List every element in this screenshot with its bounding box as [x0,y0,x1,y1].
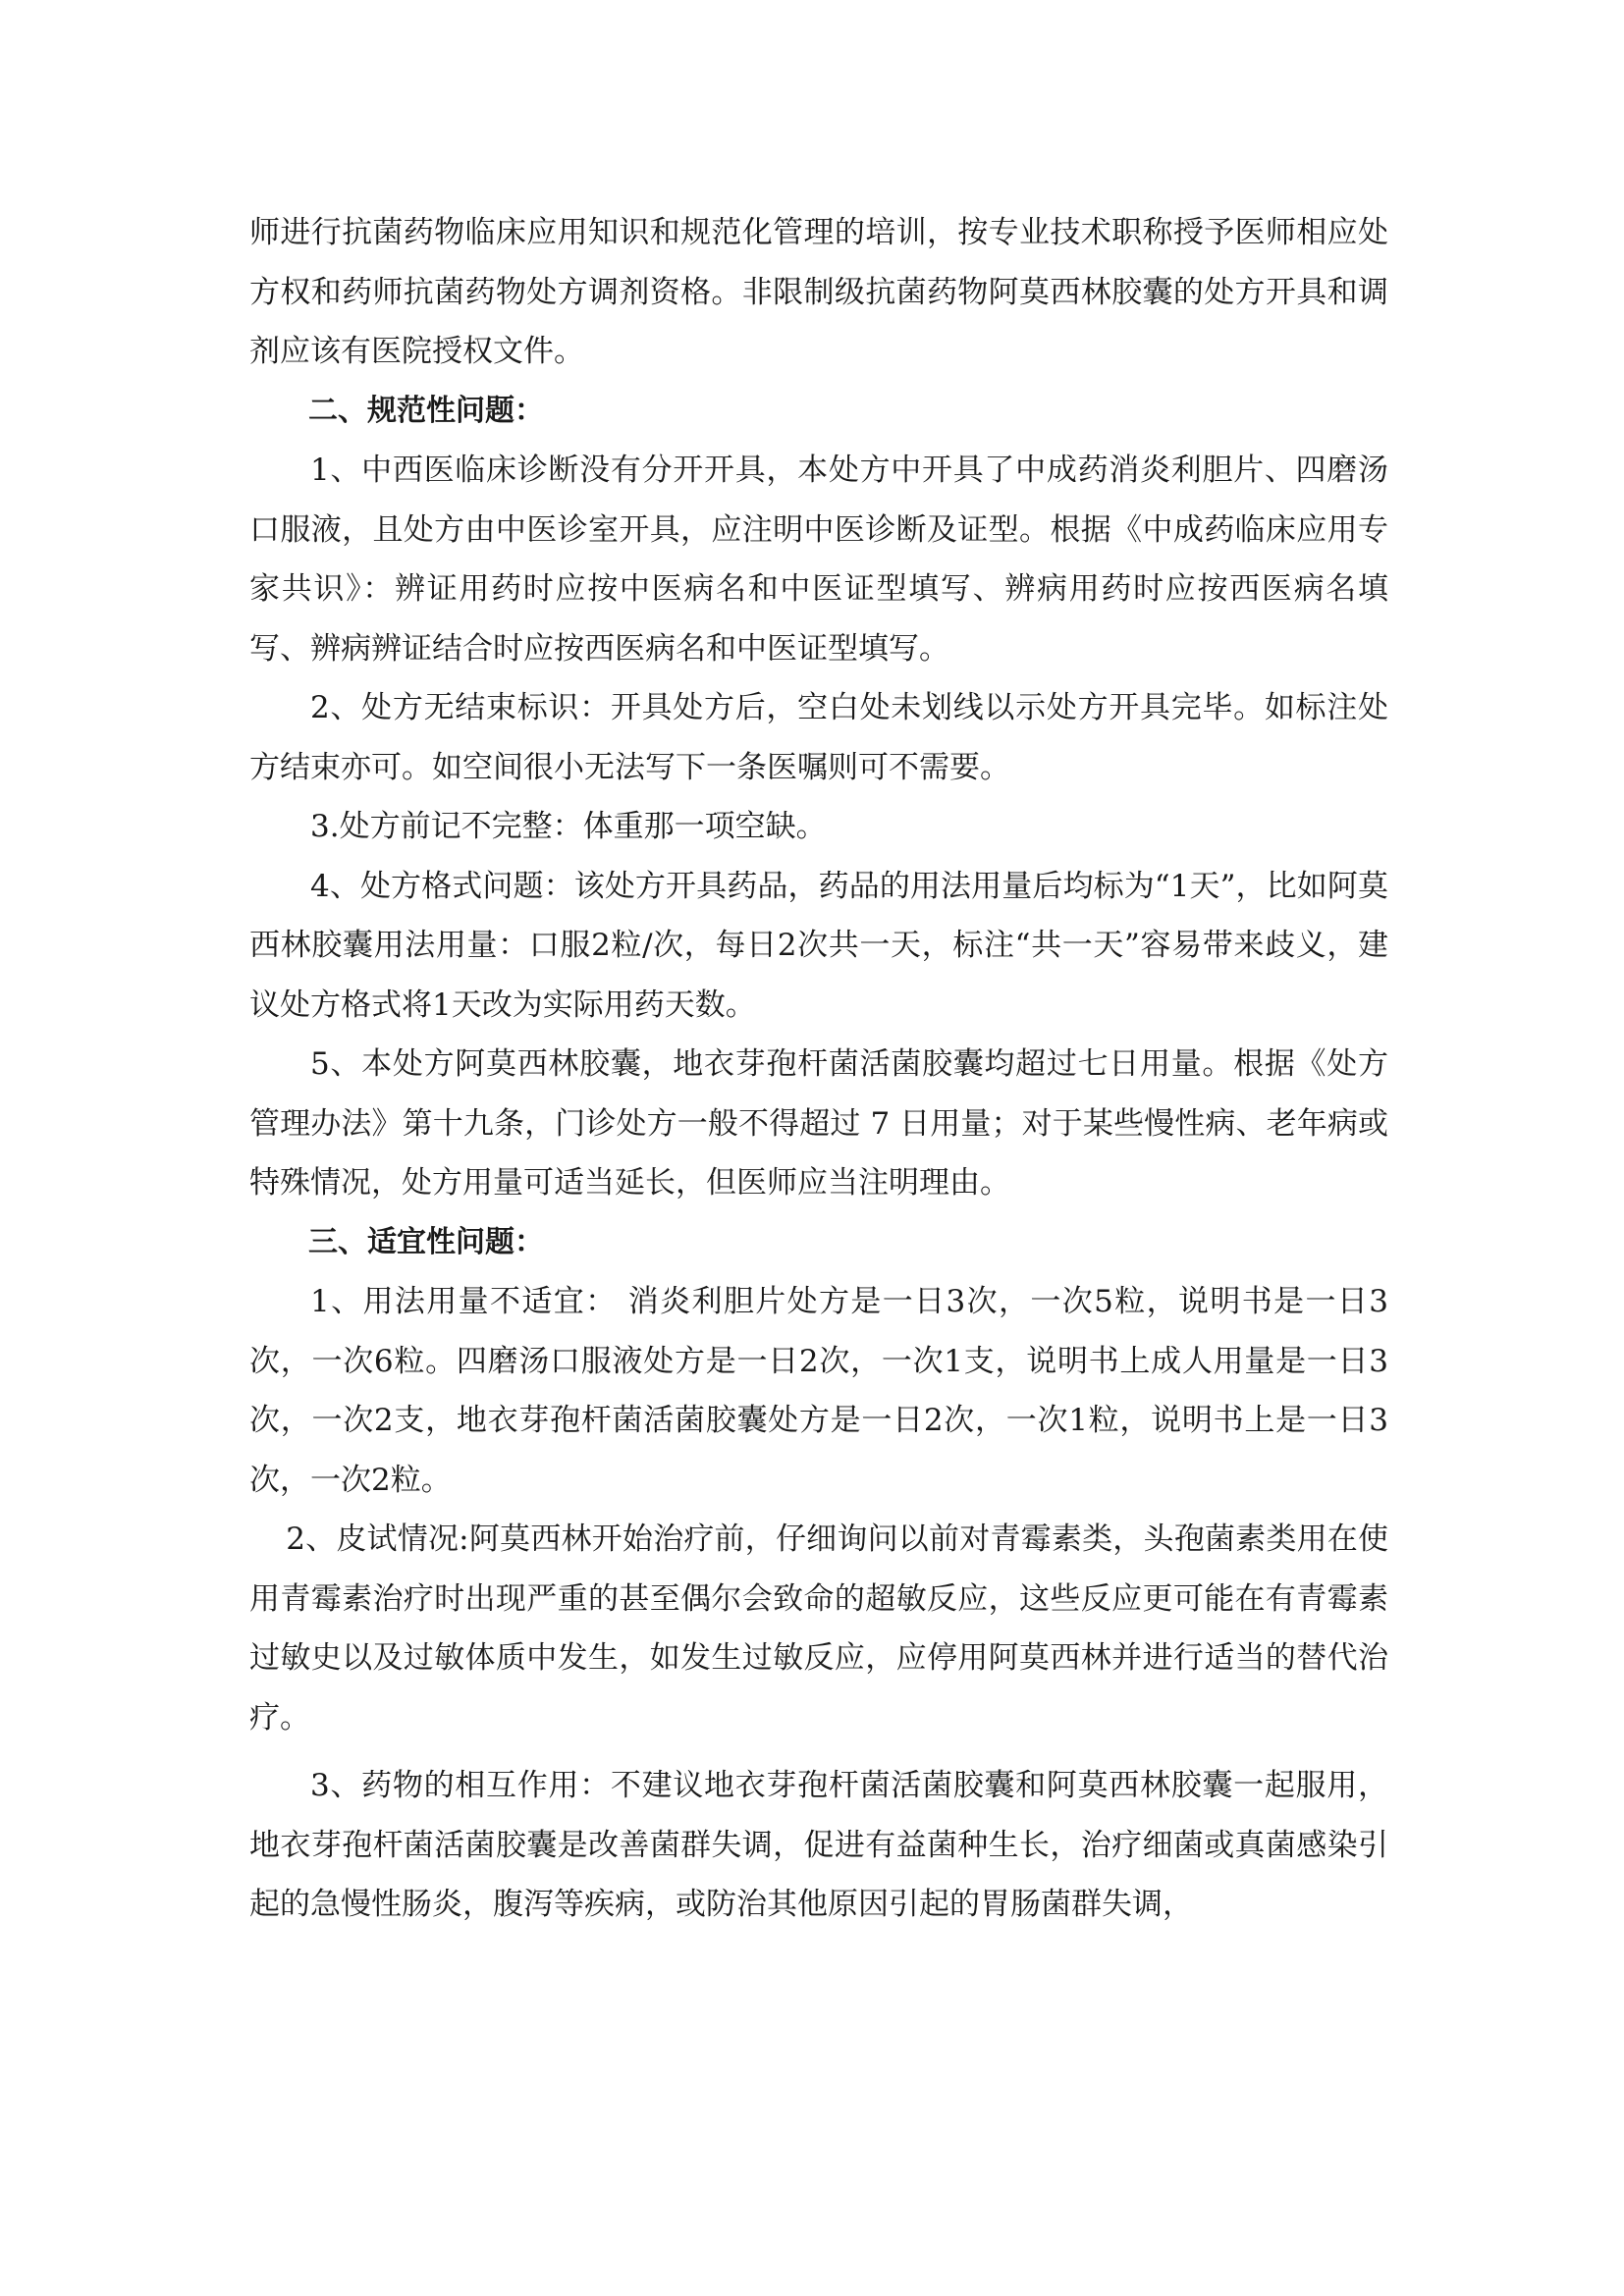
document-body [249,203,1388,1935]
section-heading-appropriateness: 三、适宜性问题： [308,1224,544,1259]
paragraph-format-issue: 4、处方格式问题：该处方开具药品，药品的用法用量后均标为“1天”，比如阿莫西林胶囊用法用量：口服2粒/次，每日2次共一天，标注“共一天”容易带来歧义，建议处方格式将1天改为实际用药天数。 [249,868,1388,1023]
paragraph-dosage-inappropriate: 1、用法用量不适宜： 消炎利胆片处方是一日3次，一次5粒，说明书是一日3次，一次6粒。四磨汤口服液处方是一日2次，一次1支，说明书上成人用量是一日3次，一次2支，地衣芽孢杆菌活菌胶囊处方是一日2次，一次1粒，说明书上是一日3次，一次2粒。 [249,1284,1388,1498]
paragraph-end-marker-issue: 2、处方无结束标识：开具处方后，空白处未划线以示处方开具完毕。如标注处方结束亦可。如空间很小无法写下一条医嘱则可不需要。 [249,690,1388,785]
paragraph-incomplete-header: 3.处方前记不完整：体重那一项空缺。 [310,809,827,844]
paragraph-diagnosis-issue: 1、中西医临床诊断没有分开开具，本处方中开具了中成药消炎利胆片、四磨汤口服液，且处方由中医诊室开具，应注明中医诊断及证型。根据《中成药临床应用专家共识》：辨证用药时应按中医病名和中医证型填写、辨病用药时应按西医病名填写、辨病辨证结合时应按西医病名和中医证型填写。 [249,453,1388,667]
paragraph-training-authorization: 师进行抗菌药物临床应用知识和规范化管理的培训，按专业技术职称授予医师相应处方权和药师抗菌药物处方调剂资格。非限制级抗菌药物阿莫西林胶囊的处方开具和调剂应该有医院授权文件。 [249,215,1388,369]
paragraph-dosage-duration-issue: 5、本处方阿莫西林胶囊，地衣芽孢杆菌活菌胶囊均超过七日用量。根据《处方管理办法》第十九条，门诊处方一般不得超过 7 日用量；对于某些慢性病、老年病或特殊情况，处方用量可适当延长，但医师应当注明理由。 [249,1046,1388,1201]
paragraph-drug-interaction: 3、药物的相互作用：不建议地衣芽孢杆菌活菌胶囊和阿莫西林胶囊一起服用，地衣芽孢杆菌活菌胶囊是改善菌群失调，促进有益菌种生长，治疗细菌或真菌感染引起的急慢性肠炎，腹泻等疾病，或防治其他原因引起的胃肠菌群失调， [249,1768,1388,1922]
paragraph-skin-test: 2、皮试情况:阿莫西林开始治疗前，仔细询问以前对青霉素类，头孢菌素类用在使用青霉素治疗时出现严重的甚至偶尔会致命的超敏反应，这些反应更可能在有青霉素过敏史以及过敏体质中发生，如发生过敏反应，应停用阿莫西林并进行适当的替代治疗。 [249,1522,1388,1735]
section-heading-standardization: 二、规范性问题： [308,393,544,428]
